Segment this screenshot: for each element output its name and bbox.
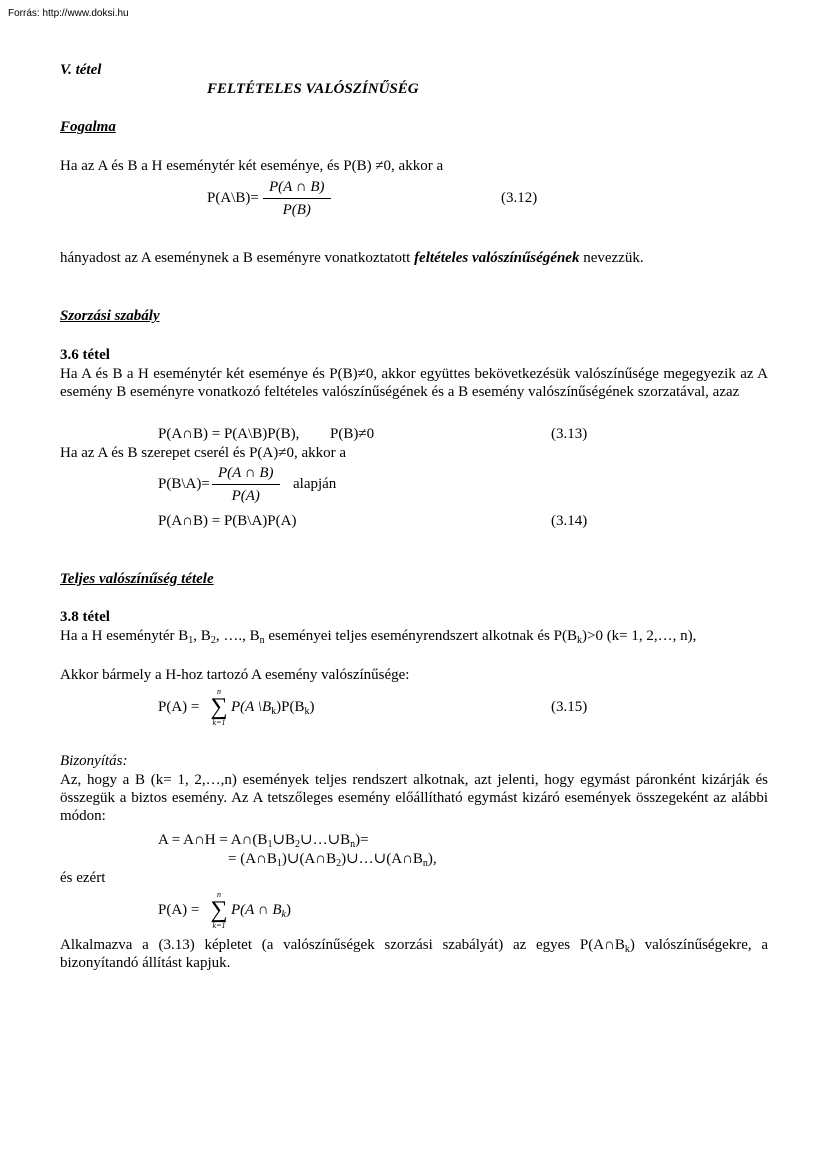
sum-proof-upper: n <box>217 890 221 899</box>
teljes-heading: Teljes valószínűség tétele <box>60 571 214 587</box>
es-ezert-text: és ezért <box>60 870 106 886</box>
t38-a: Ha a H eseménytér B <box>60 628 189 644</box>
pl1-s1: 1 <box>267 839 273 850</box>
pl2-s1: 1 <box>276 858 282 869</box>
sum-upper-limit: n <box>217 687 221 696</box>
pl2-d: ), <box>427 851 437 867</box>
theorem-3-8-text <box>60 627 768 645</box>
theorem-3-8-label: 3.8 tétel <box>60 609 110 625</box>
t38-e: )>0 (k= 1, 2,…, n), <box>581 628 697 644</box>
conditional-ba-numerator: P(A ∩ B) <box>212 464 280 485</box>
definition-term: feltételes valószínűségének <box>414 250 580 266</box>
eq-3-12-denominator: P(B) <box>282 202 311 218</box>
pc-b: ) valószínűségekre, a bizonyítandó állítást kapjuk. <box>60 937 769 971</box>
pl2-s2: 2 <box>336 858 342 869</box>
proof-line-1 <box>158 831 369 849</box>
page-title: FELTÉTELES VALÓSZÍNŰSÉG <box>207 81 419 97</box>
pl2-a: = (A∩B <box>228 851 277 867</box>
szorzasi-heading: Szorzási szabály <box>60 308 160 324</box>
conditional-ba-fraction <box>212 464 280 505</box>
pl1-s2: 2 <box>295 839 301 850</box>
sum-symbol-proof: n ∑ k=1 <box>208 890 230 930</box>
pl1-a: A = A∩H = A∩(B <box>158 832 268 848</box>
eq315-a: P(A \B <box>231 699 272 715</box>
eq-3-15-lhs: P(A) = <box>158 699 200 715</box>
pl1-c: ∪…∪B <box>300 832 351 848</box>
source-label: Forrás: http://www.doksi.hu <box>8 8 129 19</box>
definition-text-before: hányadost az A eseménynek a B eseményre vonatkoztatott <box>60 250 415 266</box>
theorem-3-6-label: 3.6 tétel <box>60 347 110 363</box>
eq-3-14: P(A∩B) = P(B\A)P(A) <box>158 513 297 529</box>
t38-subk: k <box>576 635 582 646</box>
pl2-c: )∪…∪(A∩B <box>341 851 423 867</box>
pc-sub: k <box>624 944 630 955</box>
proof-conclusion <box>60 936 768 972</box>
eq-3-12-fraction <box>263 178 331 219</box>
sum-lower-limit: k=1 <box>212 718 226 727</box>
eq-3-12-number: (3.12) <box>501 190 538 206</box>
akkor-text: Akkor bármely a H-hoz tartozó A esemény valószínűsége: <box>60 667 410 683</box>
proof-heading: Bizonyítás: <box>60 753 128 769</box>
fogalma-heading: Fogalma <box>60 119 116 135</box>
eq-3-15-term <box>231 698 314 716</box>
conditional-ba-lhs: P(B\A)= <box>158 476 210 492</box>
eq315-sub2: k <box>304 706 310 717</box>
alapjan-label: alapján <box>293 476 337 492</box>
t38-c: , …., B <box>215 628 260 644</box>
eq315-c: ) <box>309 699 315 715</box>
eq315-b: )P(B <box>276 699 305 715</box>
proof-text: Az, hogy a B (k= 1, 2,…,n) események teljes rendszert alkotnak, azt jelenti, hogy egymást páronként kizárják és összegük a biztos esemény. Az A tetszőleges esemény előállítható egymást kizáró események összegeként az alábbi módon: <box>60 772 768 824</box>
eq315-sub: k <box>271 706 277 717</box>
se-b: ) <box>286 902 291 918</box>
sum-proof-lower: k=1 <box>212 921 226 930</box>
fogalma-intro: Ha az A és B a H eseménytér két eseménye, és P(B) ≠0, akkor a <box>60 158 444 174</box>
pc-a: Alkalmazva a (3.13) képletet (a valószínűségek szorzási szabályát) az egyes P(A∩B <box>60 937 625 953</box>
pl1-b: ∪B <box>272 832 296 848</box>
eq-3-14-number: (3.14) <box>551 513 588 529</box>
swap-text: Ha az A és B szerepet cserél és P(A)≠0, akkor a <box>60 445 347 461</box>
eq-3-15-number: (3.15) <box>551 699 588 715</box>
eq-3-13: P(A∩B) = P(A\B)P(B), <box>158 426 300 442</box>
se-a: P(A ∩ B <box>231 902 282 918</box>
t38-b: , B <box>193 628 211 644</box>
definition-text-after: nevezzük. <box>579 250 644 266</box>
t38-sub1: 1 <box>188 635 194 646</box>
sum-eq-term <box>231 901 291 919</box>
pl2-sn: n <box>422 858 428 869</box>
t38-sub2: 2 <box>210 635 216 646</box>
eq-3-12-numerator: P(A ∩ B) <box>263 178 331 199</box>
pl2-b: )∪(A∩B <box>281 851 337 867</box>
se-sub: k <box>281 909 286 920</box>
conditional-ba-denominator: P(A) <box>231 488 260 504</box>
proof-line-2 <box>228 850 437 868</box>
t38-subn: n <box>259 635 265 646</box>
pl1-d: )= <box>355 832 369 848</box>
sum-symbol-3-15: n ∑ k=1 <box>208 687 230 727</box>
tetel-label: V. tétel <box>60 62 102 78</box>
t38-d: eseményei teljes eseményrendszert alkotnak és P(B <box>264 628 577 644</box>
eq-3-13-condition: P(B)≠0 <box>330 426 375 442</box>
fogalma-definition <box>60 249 644 267</box>
theorem-3-6-text: Ha A és B a H eseménytér két eseménye és P(B)≠0, akkor együttes bekövetkezésük valószínűsége megegyezik az A esemény B eseményre vonatkozó feltételes valószínűségének és a B esemény valószínűségének szorzatával, azaz <box>60 366 768 400</box>
eq-3-12-lhs: P(A\B)= <box>207 190 259 206</box>
pl1-sn: n <box>350 839 356 850</box>
eq-3-13-number: (3.13) <box>551 426 588 442</box>
sum-eq-lhs: P(A) = <box>158 902 200 918</box>
